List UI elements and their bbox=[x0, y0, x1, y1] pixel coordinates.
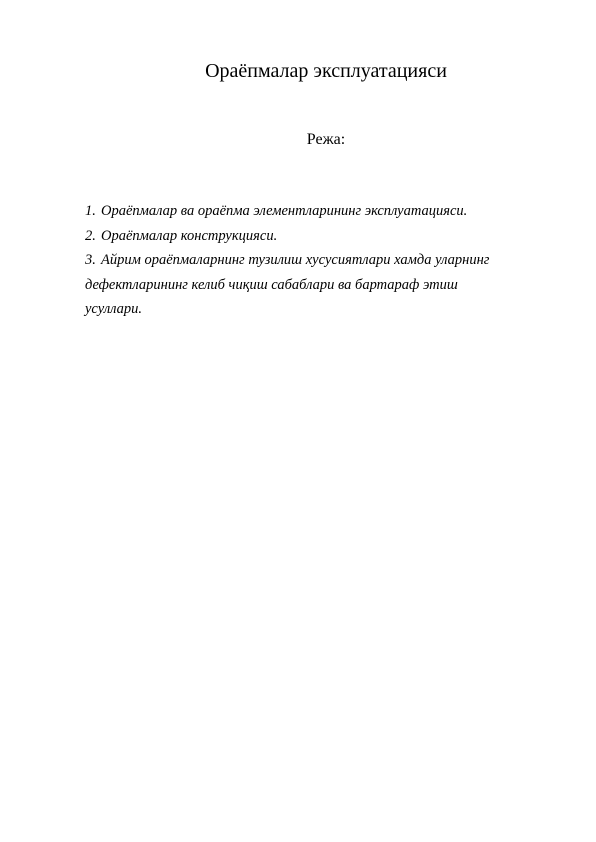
plan-item-text: Айрим ораёпмаларнинг тузилиш хусусиятлари хамда уларнинг bbox=[101, 252, 490, 268]
plan-item-number: 3. bbox=[85, 252, 96, 268]
plan-item-number: 1. bbox=[85, 203, 96, 219]
plan-item-text-block bbox=[85, 248, 555, 322]
plan-item-text: Ораёпмалар ва ораёпма элементларининг эксплуатацияси. bbox=[101, 203, 468, 219]
document-title: Ораёпмалар эксплуатацияси bbox=[205, 60, 447, 82]
plan-heading: Режа: bbox=[306, 131, 346, 148]
plan-item-text-continuation: усуллари. bbox=[85, 301, 143, 317]
plan-item-text: Ораёпмалар конструкцияси. bbox=[101, 227, 278, 244]
plan-item-2 bbox=[85, 224, 555, 249]
plan-item-1 bbox=[85, 199, 555, 224]
plan-list bbox=[85, 199, 555, 322]
plan-item-number: 2. bbox=[85, 227, 96, 244]
plan-item-text-continuation: дефектларининг келиб чиқиш сабаблари ва бартараф этиш bbox=[85, 276, 458, 293]
plan-item-3 bbox=[85, 248, 555, 322]
